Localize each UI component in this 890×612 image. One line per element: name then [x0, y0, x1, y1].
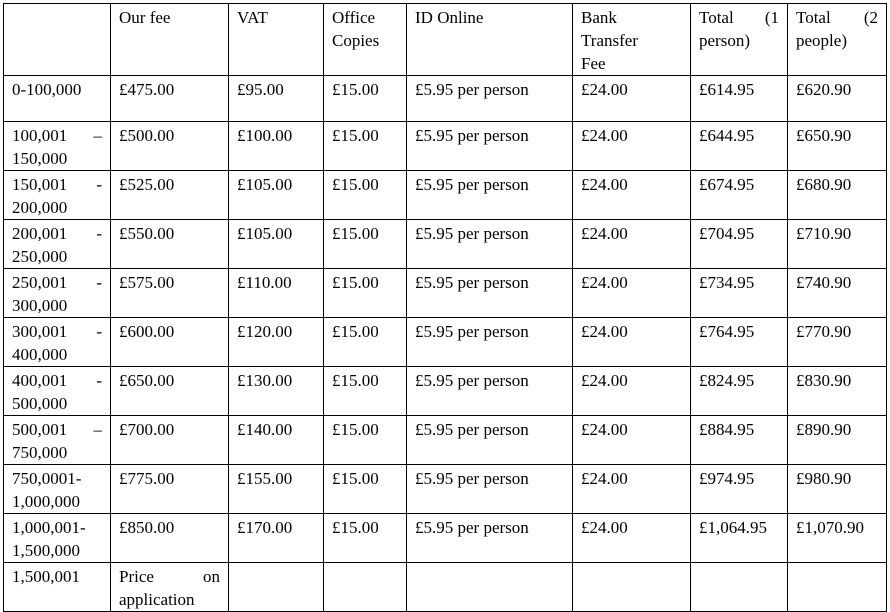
price-band-cell: [4, 318, 111, 367]
total-2-people-cell: £740.90: [788, 269, 887, 318]
vat-cell: £130.00: [229, 367, 324, 416]
bank-transfer-fee-cell: £24.00: [573, 367, 691, 416]
id-online-cell: £5.95 per person: [407, 220, 573, 269]
total-2-people-cell: £650.90: [788, 122, 887, 171]
header-total1-line2: person): [699, 31, 750, 50]
header-vat-label: VAT: [237, 8, 268, 27]
price-on-application-line2: application: [119, 590, 195, 609]
id-online-cell: £5.95 per person: [407, 269, 573, 318]
price-band-cell: [4, 465, 111, 514]
office-copies-cell: £15.00: [324, 171, 407, 220]
total-2-people-cell: £680.90: [788, 171, 887, 220]
id-online-cell: £5.95 per person: [407, 514, 573, 563]
price-band-line1: 0-100,000: [12, 80, 82, 99]
office-copies-cell: £15.00: [324, 514, 407, 563]
our-fee-cell: £575.00: [111, 269, 229, 318]
total-1-person-cell: £614.95: [691, 76, 788, 122]
total-1-person-cell: £704.95: [691, 220, 788, 269]
vat-cell: £140.00: [229, 416, 324, 465]
empty-cell: [573, 563, 691, 612]
bank-transfer-fee-cell: £24.00: [573, 465, 691, 514]
header-band-cell: [4, 4, 111, 76]
vat-cell: £110.00: [229, 269, 324, 318]
bank-transfer-fee-cell: £24.00: [573, 122, 691, 171]
vat-cell: £170.00: [229, 514, 324, 563]
header-id-online: [407, 4, 573, 76]
bank-transfer-fee-cell: £24.00: [573, 76, 691, 122]
our-fee-cell: £525.00: [111, 171, 229, 220]
id-online-cell: £5.95 per person: [407, 318, 573, 367]
price-band-cell: [4, 171, 111, 220]
price-band-line2: 150,000: [12, 149, 68, 168]
header-id-online-label: ID Online: [415, 8, 484, 27]
bank-transfer-fee-cell: £24.00: [573, 171, 691, 220]
header-bank-line3: Fee: [581, 54, 606, 73]
office-copies-cell: £15.00: [324, 220, 407, 269]
vat-cell: £95.00: [229, 76, 324, 122]
our-fee-cell: £775.00: [111, 465, 229, 514]
table-row: [4, 220, 887, 269]
price-band-line1: 300,001 -: [12, 322, 102, 341]
table-row: [4, 514, 887, 563]
total-1-person-cell: £644.95: [691, 122, 788, 171]
price-band-line2: 1,000,000: [12, 492, 80, 511]
bank-transfer-fee-cell: £24.00: [573, 514, 691, 563]
price-band-cell: [4, 122, 111, 171]
vat-cell: £105.00: [229, 220, 324, 269]
our-fee-cell: £600.00: [111, 318, 229, 367]
office-copies-cell: £15.00: [324, 367, 407, 416]
office-copies-cell: £15.00: [324, 465, 407, 514]
table-row-last: [4, 563, 887, 612]
office-copies-cell: £15.00: [324, 269, 407, 318]
our-fee-cell: £475.00: [111, 76, 229, 122]
header-bank-line2: Transfer: [581, 31, 638, 50]
empty-cell: [788, 563, 887, 612]
price-band-line1: 750,0001-: [12, 469, 82, 488]
price-band-line2: 300,000: [12, 296, 68, 315]
header-total2-line2: people): [796, 31, 847, 50]
price-band-line2: 500,000: [12, 394, 68, 413]
bank-transfer-fee-cell: £24.00: [573, 220, 691, 269]
header-vat: [229, 4, 324, 76]
price-band-cell: [4, 269, 111, 318]
empty-cell: [229, 563, 324, 612]
table-row: [4, 318, 887, 367]
header-our-fee-label: Our fee: [119, 8, 171, 27]
header-total-2-people: [788, 4, 887, 76]
empty-cell: [691, 563, 788, 612]
header-row: [4, 4, 887, 76]
table-row: [4, 122, 887, 171]
header-our-fee: [111, 4, 229, 76]
our-fee-cell: £550.00: [111, 220, 229, 269]
price-band-line1: 1,000,001-: [12, 518, 86, 537]
total-1-person-cell: £824.95: [691, 367, 788, 416]
empty-cell: [324, 563, 407, 612]
total-2-people-cell: £980.90: [788, 465, 887, 514]
price-band-cell: [4, 76, 111, 122]
total-2-people-cell: £890.90: [788, 416, 887, 465]
price-band-line2: 750,000: [12, 443, 68, 462]
table-row: [4, 367, 887, 416]
fee-table: [3, 3, 887, 612]
total-1-person-cell: £974.95: [691, 465, 788, 514]
id-online-cell: £5.95 per person: [407, 367, 573, 416]
total-2-people-cell: £770.90: [788, 318, 887, 367]
id-online-cell: £5.95 per person: [407, 171, 573, 220]
our-fee-cell: £500.00: [111, 122, 229, 171]
table-row: [4, 76, 887, 122]
total-2-people-cell: £1,070.90: [788, 514, 887, 563]
price-band-line2: 400,000: [12, 345, 68, 364]
vat-cell: £120.00: [229, 318, 324, 367]
bank-transfer-fee-cell: £24.00: [573, 416, 691, 465]
header-total-1-person: [691, 4, 788, 76]
table-row: [4, 269, 887, 318]
price-band-line1: 200,001 -: [12, 224, 102, 243]
table-row: [4, 465, 887, 514]
price-band-cell: [4, 367, 111, 416]
office-copies-cell: £15.00: [324, 122, 407, 171]
header-office-copies: [324, 4, 407, 76]
price-band-cell: 1,500,001: [4, 563, 111, 612]
header-bank-transfer-fee: [573, 4, 691, 76]
price-on-application-cell: [111, 563, 229, 612]
vat-cell: £105.00: [229, 171, 324, 220]
price-band-line1: 250,001 -: [12, 273, 102, 292]
price-band-line1: 100,001 –: [12, 126, 102, 145]
price-band-cell: [4, 220, 111, 269]
price-on-application-line1: Price on: [119, 567, 220, 586]
price-band-line2: 250,000: [12, 247, 68, 266]
header-office-copies-line1: Office: [332, 8, 376, 27]
header-bank-line1: Bank: [581, 8, 617, 27]
total-2-people-cell: £710.90: [788, 220, 887, 269]
total-1-person-cell: £734.95: [691, 269, 788, 318]
header-total1-line1: Total (1: [699, 8, 779, 27]
total-2-people-cell: £830.90: [788, 367, 887, 416]
bank-transfer-fee-cell: £24.00: [573, 269, 691, 318]
table-row: [4, 171, 887, 220]
id-online-cell: £5.95 per person: [407, 76, 573, 122]
id-online-cell: £5.95 per person: [407, 465, 573, 514]
bank-transfer-fee-cell: £24.00: [573, 318, 691, 367]
price-band-line1: 400,001 -: [12, 371, 102, 390]
vat-cell: £100.00: [229, 122, 324, 171]
header-total2-line1: Total (2: [796, 8, 878, 27]
fee-table-container: [3, 3, 887, 612]
office-copies-cell: £15.00: [324, 76, 407, 122]
price-band-line2: 200,000: [12, 198, 68, 217]
total-1-person-cell: £674.95: [691, 171, 788, 220]
total-1-person-cell: £884.95: [691, 416, 788, 465]
vat-cell: £155.00: [229, 465, 324, 514]
total-1-person-cell: £764.95: [691, 318, 788, 367]
price-band-line2: 1,500,000: [12, 541, 80, 560]
id-online-cell: £5.95 per person: [407, 122, 573, 171]
price-band-cell: [4, 514, 111, 563]
office-copies-cell: £15.00: [324, 416, 407, 465]
empty-cell: [407, 563, 573, 612]
our-fee-cell: £850.00: [111, 514, 229, 563]
table-row: [4, 416, 887, 465]
total-2-people-cell: £620.90: [788, 76, 887, 122]
id-online-cell: £5.95 per person: [407, 416, 573, 465]
total-1-person-cell: £1,064.95: [691, 514, 788, 563]
price-band-line1: 150,001 -: [12, 175, 102, 194]
price-band-line1: 500,001 –: [12, 420, 102, 439]
header-office-copies-line2: Copies: [332, 31, 380, 50]
our-fee-cell: £650.00: [111, 367, 229, 416]
our-fee-cell: £700.00: [111, 416, 229, 465]
price-band-cell: [4, 416, 111, 465]
office-copies-cell: £15.00: [324, 318, 407, 367]
